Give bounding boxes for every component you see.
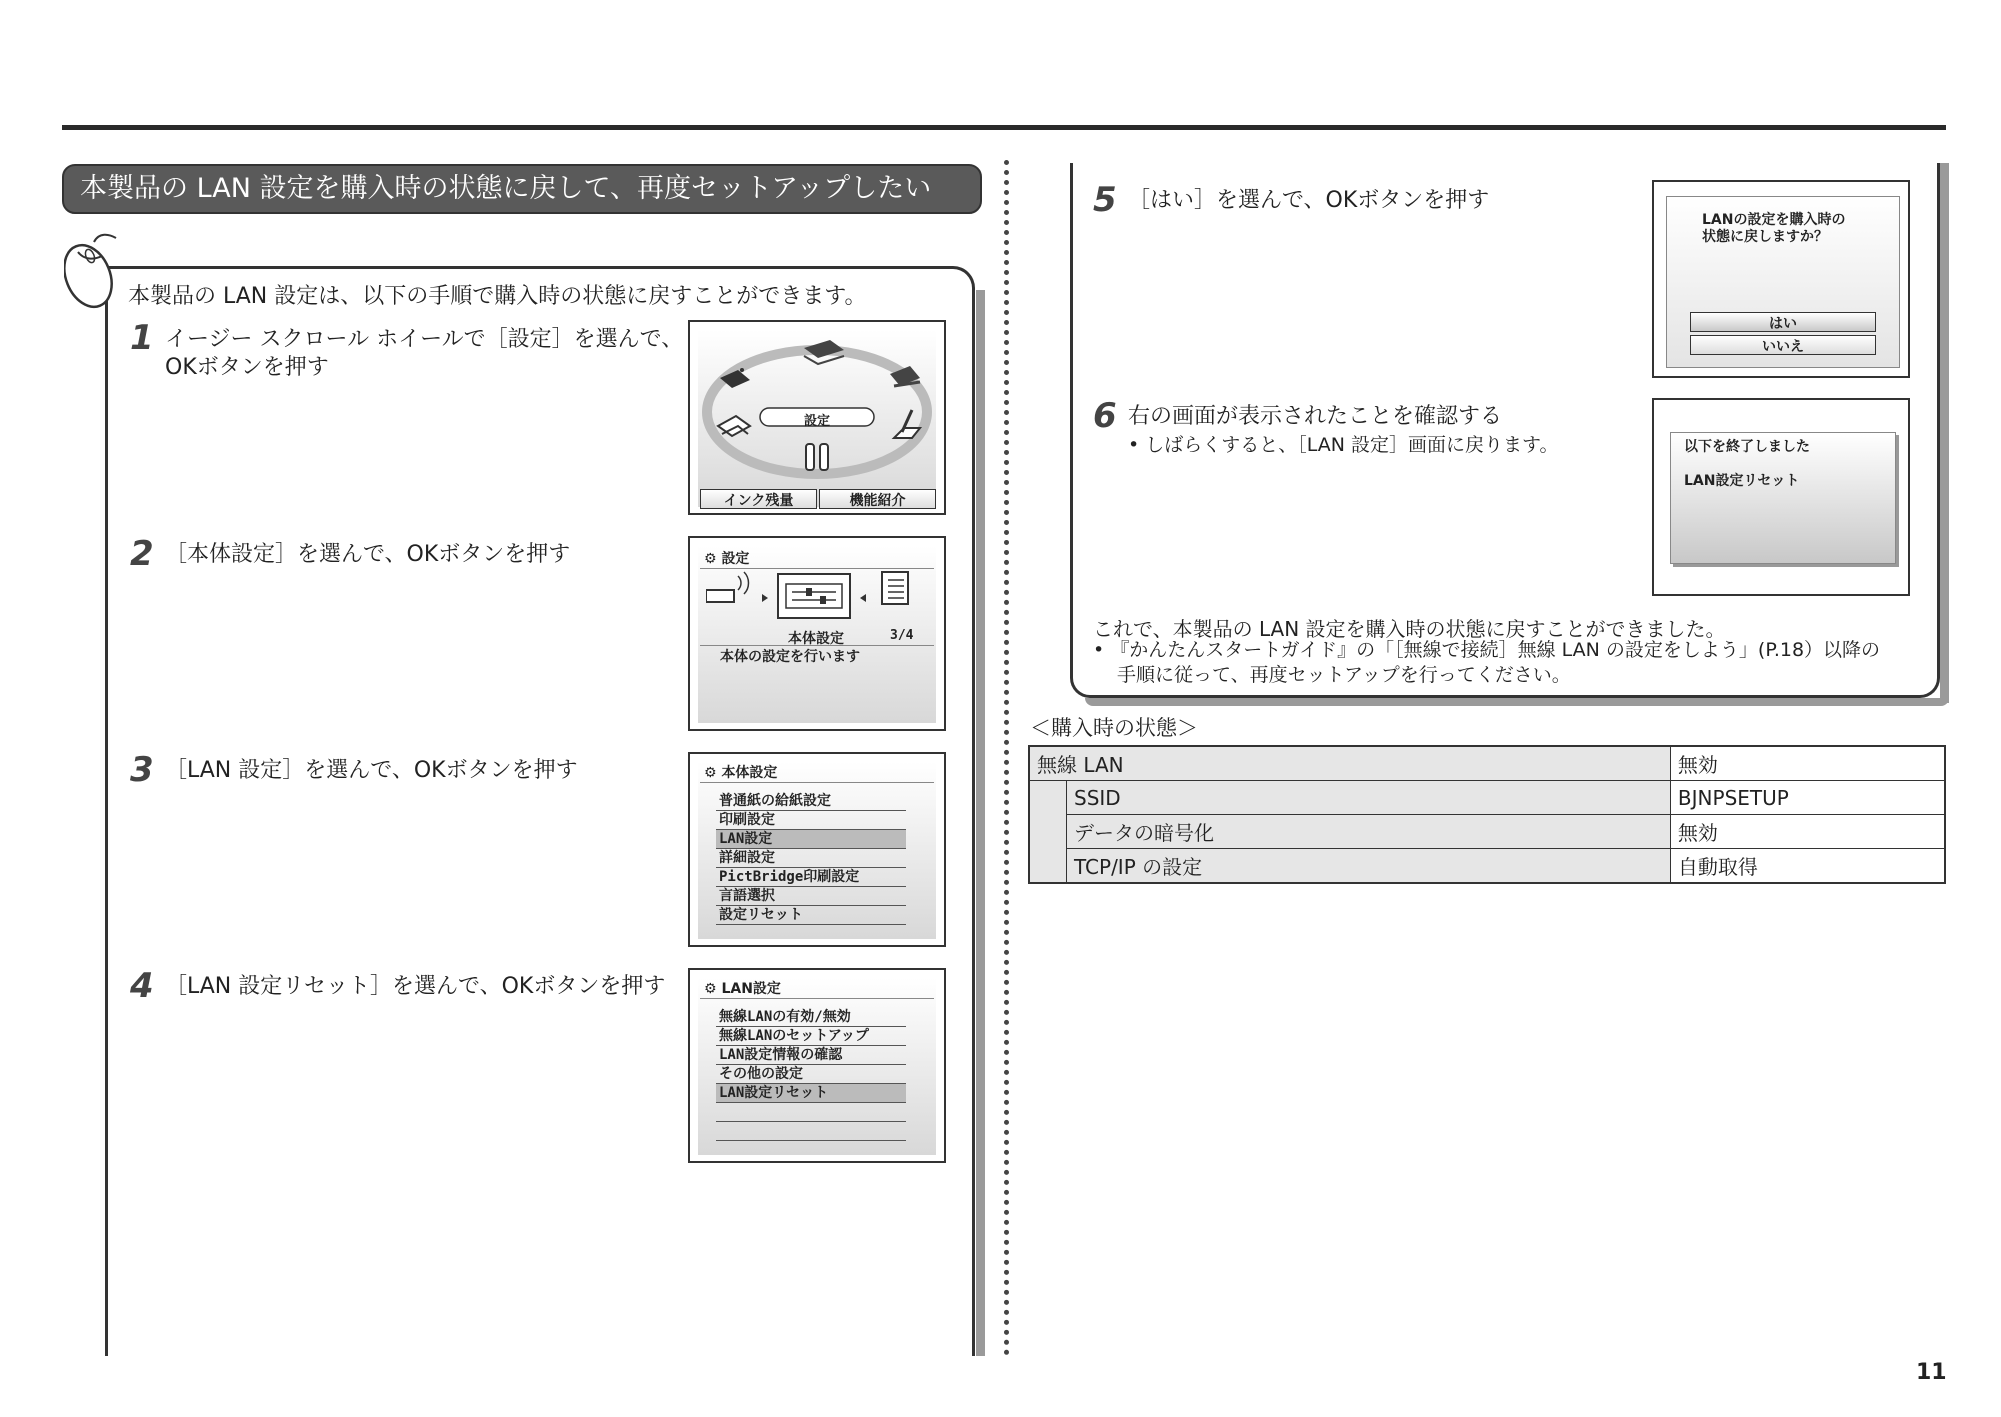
note-text <box>1093 638 1880 688</box>
step-4-number: 4 <box>130 966 154 1006</box>
table-row <box>1029 849 1945 884</box>
screen-3-device-settings <box>688 752 946 947</box>
table-label: データの暗号化 <box>1067 815 1671 849</box>
step-2-number: 2 <box>130 534 154 574</box>
column-divider <box>1004 160 1009 1356</box>
screen-2-settings <box>688 536 946 731</box>
left-panel-shadow <box>976 290 985 1356</box>
table-row <box>1029 746 1945 781</box>
screen-2-item-label: 本体設定 <box>788 631 844 647</box>
table-caption: ＜購入時の状態＞ <box>1030 716 1198 740</box>
screen-5-no-button: いいえ <box>1690 335 1876 355</box>
intro-text: 本製品の LAN 設定は、以下の手順で購入時の状態に戻すことができます。 <box>128 284 867 309</box>
screen-1-home <box>688 320 946 515</box>
screen-5-question-line2: 状態に戻しますか？ <box>1702 229 1828 245</box>
screen-4-header <box>704 978 781 998</box>
menu-item: 設定リセット <box>716 906 906 925</box>
note-line2: 手順に従って、再度セットアップを行ってください。 <box>1117 664 1571 686</box>
step-4-text: ［LAN 設定リセット］を選んで、OKボタンを押す <box>165 974 666 999</box>
screen-6-line2: LAN設定リセット <box>1684 473 1800 489</box>
step-1-line2: OKボタンを押す <box>165 355 329 380</box>
page-number: 11 <box>1916 1360 1947 1385</box>
table-value: BJNPSETUP <box>1670 781 1945 815</box>
screen-5-yes-button: はい <box>1690 312 1876 332</box>
top-rule <box>62 125 1946 130</box>
step-5-text: ［はい］を選んで、OKボタンを押す <box>1128 188 1490 213</box>
table-row <box>1029 781 1945 815</box>
step-5-number: 5 <box>1093 180 1117 220</box>
screen-4-header-label: LAN設定 <box>721 981 781 997</box>
screen-6-done <box>1652 398 1910 596</box>
menu-item: その他の設定 <box>716 1065 906 1084</box>
step-6-text: 右の画面が表示されたことを確認する <box>1128 404 1503 429</box>
menu-item: 普通紙の給紙設定 <box>716 792 906 811</box>
screen-5-question <box>1702 212 1845 246</box>
screen-1-guide-button: 機能紹介 <box>819 489 936 509</box>
printer-wifi-icon <box>706 572 749 602</box>
screen-6-line1: 以下を終了しました <box>1684 439 1810 455</box>
screen-4-menu <box>716 1008 906 1141</box>
screen-3-header <box>704 762 777 782</box>
wrench-icon: ⚙ <box>704 765 717 781</box>
menu-item: 言語選択 <box>716 887 906 906</box>
section-title: 本製品の LAN 設定を購入時の状態に戻して、再度セットアップしたい <box>62 164 982 214</box>
menu-item <box>716 1122 906 1141</box>
menu-item: 無線LANの有効/無効 <box>716 1008 906 1027</box>
screen-1-ink-button: インク残量 <box>700 489 817 509</box>
screen-3-menu <box>716 792 906 925</box>
step-6-sub: • しばらくすると、［LAN 設定］画面に戻ります。 <box>1128 434 1559 456</box>
step-3-text: ［LAN 設定］を選んで、OKボタンを押す <box>165 758 578 783</box>
menu-item: 印刷設定 <box>716 811 906 830</box>
screen-4-lan-settings <box>688 968 946 1163</box>
menu-item-selected: LAN設定リセット <box>716 1084 906 1103</box>
step-1-number: 1 <box>130 318 154 358</box>
home-wheel-graphic <box>698 330 936 480</box>
menu-item: 詳細設定 <box>716 849 906 868</box>
document-icon <box>882 572 908 604</box>
menu-item: LAN設定情報の確認 <box>716 1046 906 1065</box>
mouse-icon <box>64 230 134 314</box>
step-2-text: ［本体設定］を選んで、OKボタンを押す <box>165 542 571 567</box>
table-label: SSID <box>1067 781 1671 815</box>
screen-5-question-line1: LANの設定を購入時の <box>1702 212 1846 228</box>
screen-1-center-label: 設定 <box>803 414 830 429</box>
screen-2-desc: 本体の設定を行います <box>720 649 860 665</box>
menu-item <box>716 1103 906 1122</box>
step-6-number: 6 <box>1093 396 1117 436</box>
default-state-table <box>1028 745 1946 884</box>
menu-item-selected: LAN設定 <box>716 830 906 849</box>
conclusion-text: これで、本製品の LAN 設定を購入時の状態に戻すことができました。 <box>1093 617 1726 641</box>
table-value: 無効 <box>1670 815 1945 849</box>
wrench-icon: ⚙ <box>704 981 717 997</box>
screen-5-confirm <box>1652 180 1910 378</box>
step-3-number: 3 <box>130 750 154 790</box>
screen-3-header-label: 本体設定 <box>721 765 778 781</box>
step-1-text <box>165 326 683 382</box>
note-line1: • 『かんたんスタートガイド』の「［無線で接続］無線 LAN の設定をしよう」(P.18）以降の <box>1093 639 1881 661</box>
menu-item: 無線LANのセットアップ <box>716 1027 906 1046</box>
table-row <box>1029 815 1945 849</box>
screen-2-header-label: 設定 <box>721 551 750 567</box>
table-label: 無線 LAN <box>1029 746 1670 781</box>
table-label: TCP/IP の設定 <box>1067 849 1671 884</box>
table-value: 無効 <box>1670 746 1945 781</box>
screen-2-page: 3/4 <box>890 628 914 643</box>
right-panel-shadow <box>1940 163 1949 703</box>
right-panel-shadow-bottom <box>1085 698 1949 706</box>
menu-item: PictBridge印刷設定 <box>716 868 906 887</box>
step-1-line1: イージー スクロール ホイールで［設定］を選んで、 <box>165 327 684 352</box>
wrench-icon <box>806 444 828 470</box>
table-value: 自動取得 <box>1670 849 1945 884</box>
wrench-icon: ⚙ <box>704 551 717 567</box>
settings-carousel <box>706 570 930 624</box>
disc-icon <box>718 416 750 436</box>
screen-2-header <box>704 548 749 568</box>
pen-icon <box>894 410 920 438</box>
